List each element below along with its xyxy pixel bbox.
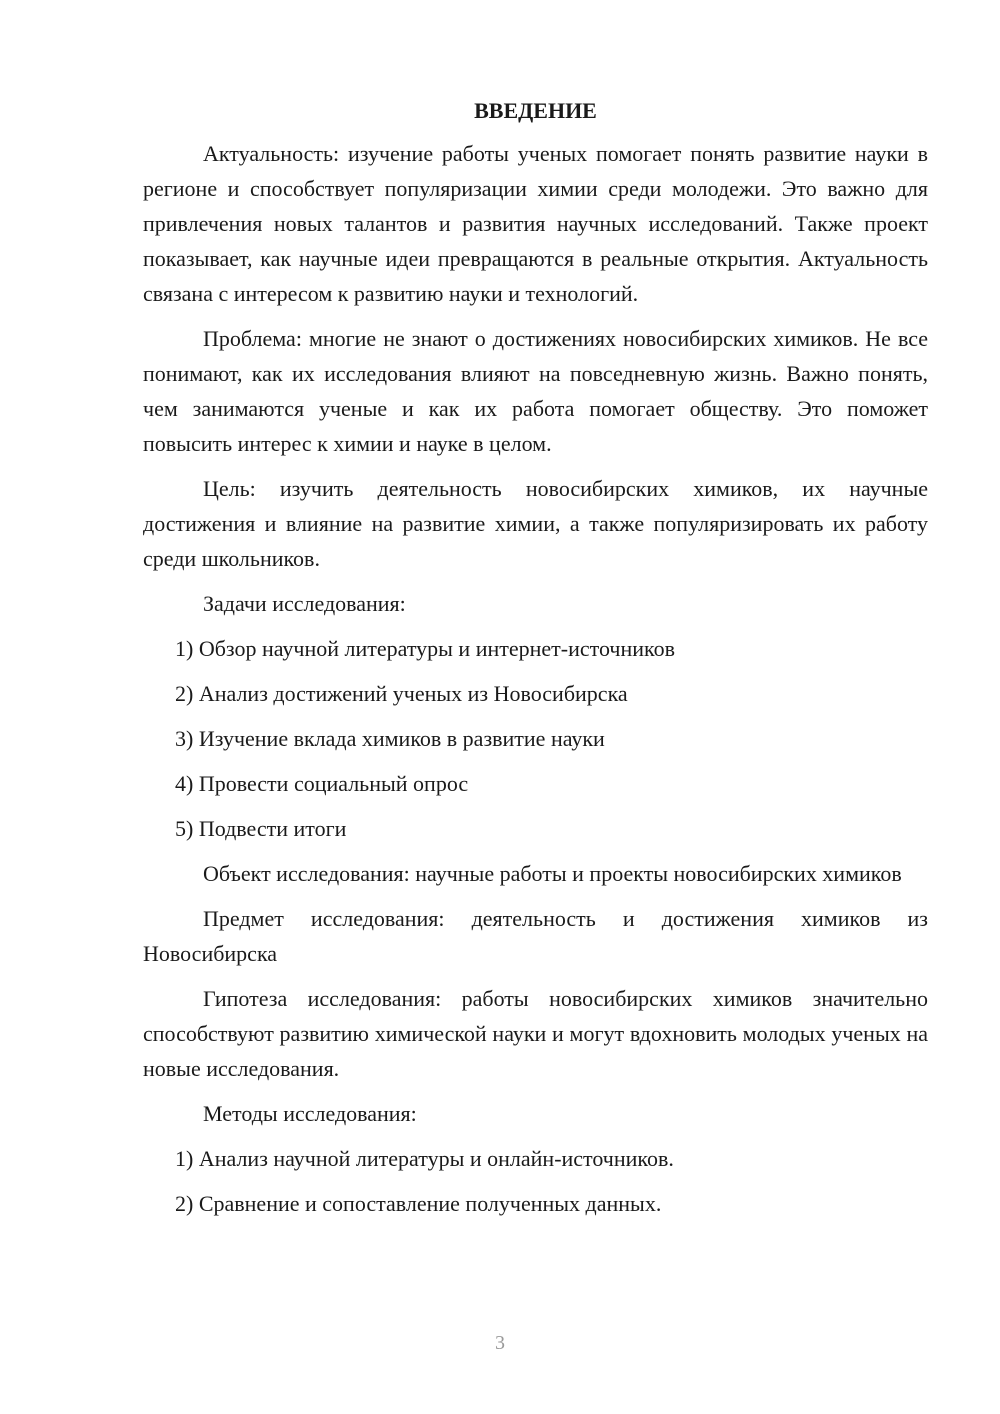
tasks-heading: Задачи исследования:: [203, 591, 406, 616]
subject-paragraph: Предмет исследования: деятельность и достижения химиков из Новосибирска: [143, 906, 928, 966]
document-page: [143, 96, 928, 1231]
relevance-paragraph: Актуальность: изучение работы ученых помогает понять развитие науки в регионе и способствует популяризации химии среди молодежи. Это важно для привлечения новых талантов и развития научных исследований. Также проект показывает, как научные идеи превращаются в реальные открытия. Актуальность связана с интересом к развитию науки и технологий.: [143, 141, 928, 306]
method-item: 1) Анализ научной литературы и онлайн-источников.: [175, 1146, 674, 1171]
task-item: 3) Изучение вклада химиков в развитие науки: [175, 726, 605, 751]
methods-list: [143, 1141, 928, 1221]
method-item: 2) Сравнение и сопоставление полученных данных.: [175, 1191, 662, 1216]
methods-heading: Методы исследования:: [203, 1101, 417, 1126]
page-number: 3: [495, 1332, 505, 1354]
problem-paragraph: Проблема: многие не знают о достижениях новосибирских химиков. Не все понимают, как их исследования влияют на повседневную жизнь. Важно понять, чем занимаются ученые и как их работа помогает обществу. Это поможет повысить интерес к химии и науке в целом.: [143, 326, 928, 456]
page-title: ВВЕДЕНИЕ: [474, 98, 597, 123]
task-item: 4) Провести социальный опрос: [175, 771, 469, 796]
object-paragraph: Объект исследования: научные работы и проекты новосибирских химиков: [203, 861, 902, 886]
task-item: 2) Анализ достижений ученых из Новосибирска: [175, 681, 628, 706]
task-item: 1) Обзор научной литературы и интернет-источников: [175, 636, 675, 661]
goal-paragraph: Цель: изучить деятельность новосибирских химиков, их научные достижения и влияние на развитие химии, а также популяризировать их работу среди школьников.: [143, 476, 928, 571]
tasks-list: [143, 631, 928, 846]
task-item: 5) Подвести итоги: [175, 816, 347, 841]
hypothesis-paragraph: Гипотеза исследования: работы новосибирских химиков значительно способствуют развитию химической науки и могут вдохновить молодых ученых на новые исследования.: [143, 986, 928, 1081]
